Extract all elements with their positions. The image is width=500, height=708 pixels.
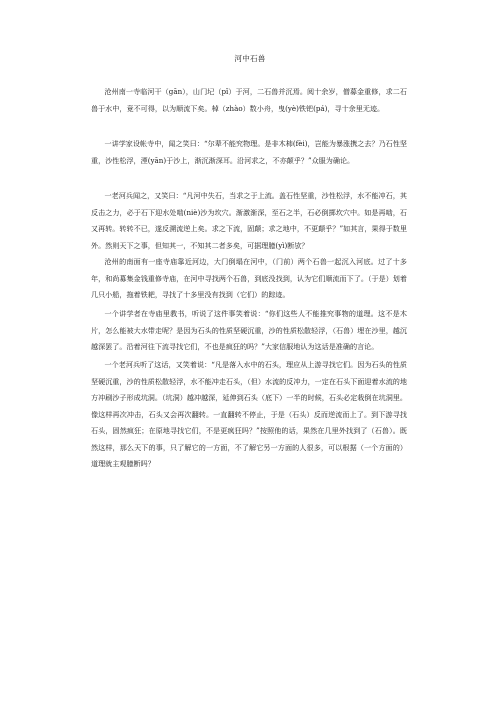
paragraph-original-3: 一老河兵闻之，又笑曰：“凡河中失石，当求之于上流。盖石性坚重，沙性松浮，水不能冲石，其反击之力，必于石下迎水处啮(niè)沙为坎穴。渐激渐深，至石之半，石必倒掷坎穴中。如是再啮，石又再转。转转不已，遂反溯流逆上矣。求之下流，固颠；求之地中，不更颠乎？”如其言，果得于数里外。然则天下之事，但知其一，不知其二者多矣，可据理臆(yì)断欤？: [91, 191, 407, 250]
paragraph-original-2: 一讲学家设帐寺中，闻之笑曰：“尔辈不能究物理。是非木柿(fèi)，岂能为暴涨携之去？乃石性坚重，沙性松浮，湮(yān)于沙上，渐沉渐深耳。沿河求之，不亦颠乎？”众服为确论。: [91, 139, 407, 165]
paragraph-translation-1: 沧州的南面有一座寺庙靠近河边，大门倒塌在河中，（门前）两个石兽一起沉入河底。过了十多年，和尚募集金钱重修寺庙，在河中寻找两个石兽，到底没找到，认为它们顺流而下了。（于是）划着几只小船，拖着铁耙，寻找了十多里没有找到（它们）的踪迹。: [91, 257, 407, 299]
paragraph-translation-2: 一个讲学者在寺庙里教书，听说了这件事笑着说：“你们这些人不能推究事物的道理。这不是木片，怎么能被大水带走呢？是因为石头的性质坚硬沉重，沙的性质松散轻浮，（石兽）埋在沙里，越沉越深罢了。沿着河往下流寻找它们，不也是疯狂的吗？”大家信服地认为这话是准确的言论。: [91, 309, 407, 351]
paragraph-translation-3: 一个老河兵听了这话，又笑着说：“凡是落入水中的石头，理应从上游寻找它们。因为石头的性质坚硬沉重，沙的性质松散轻浮，水不能冲走石头，（但）水流的反冲力，一定在石头下面迎着水流的地方冲刷沙子形成坑洞。（坑洞）越冲越深，延伸到石头（底下）一半的时候，石头必定栽倒在坑洞里。像这样再次冲击，石头又会再次翻转。一直翻转不停止，于是（石头）反而逆流而上了。到下游寻找石头，固然疯狂；在原地寻找它们，不是更疯狂吗？”按照他的话，果然在几里外找到了（石兽）。既然这样，那么天下的事，只了解它的一方面，不了解它另一方面的人很多，可以根据（一个方面的）道理就主观臆断吗？: [91, 360, 407, 468]
paragraph-original-1: 沧州南一寺临河干（gān），山门圮（pǐ）于河，二石兽并沉焉。阅十余岁，僧募金重修，求二石兽于水中，竟不可得，以为顺流下矣。棹（zhào）数小舟，曳(yè)铁钯(pá)，寻十余里无迹。: [91, 87, 407, 113]
document-title: 河中石兽: [234, 54, 266, 63]
